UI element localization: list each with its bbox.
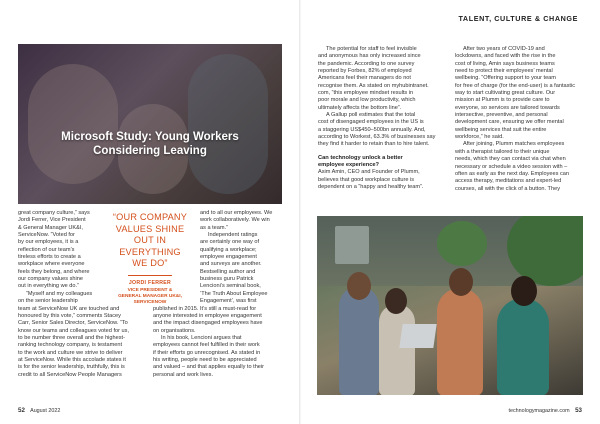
article-column-left — [18, 210, 110, 305]
text-line: and surveys are another. — [200, 261, 262, 268]
text-line: cost of disengaged employees in the US is — [318, 119, 424, 126]
text-line: reported by Forbes, 82% of employed — [318, 68, 412, 75]
article-column-left-wide — [18, 306, 148, 379]
photo-person — [437, 288, 483, 395]
text-line: ServiceNow. “Voted for — [18, 232, 75, 239]
text-line: for free of charge (for the end-user) is a fantastic — [455, 82, 576, 89]
text-line: dependent on a “happy and healthy team”. — [318, 184, 424, 191]
text-line: and to all our employees. We — [200, 210, 273, 216]
text-line: needs, which they can contact via chat when — [455, 156, 566, 163]
text-line: are certainly one way of — [200, 239, 260, 246]
issue-date: August 2022 — [30, 408, 61, 414]
quote-line: OUT IN — [133, 235, 167, 245]
quote-attribution-name: JORDI FERRER — [128, 279, 172, 286]
text-line: out in everything we do.” — [18, 283, 79, 290]
quote-line: VALUES SHINE — [115, 223, 185, 234]
text-line: Americans feel their managers do not — [318, 75, 411, 82]
page-number: 52 — [18, 407, 25, 414]
text-line: is for the senior leadership, truthfully, this is — [18, 364, 125, 371]
text-line: team at ServiceNow UK are touched and — [18, 305, 120, 312]
text-line: The potential for staff to feel invisible — [326, 46, 417, 52]
quote-line: EVERYTHING — [119, 246, 181, 257]
text-line: way to start cultivating great culture. Our — [455, 90, 556, 97]
text-line: intersective, preventive, and personal — [455, 112, 548, 119]
text-line: After two years of COVID-19 and — [463, 46, 545, 52]
photo-person-head — [347, 272, 371, 300]
text-line: if their efforts go unrecognised. As stated in — [153, 349, 261, 356]
article-column-middle — [200, 210, 288, 305]
page-number: 53 — [575, 407, 582, 414]
photo-person — [497, 298, 549, 395]
text-line: courses, all with the click of a button. They — [455, 185, 560, 192]
text-line: at ServiceNow. While this accolade states it — [18, 356, 126, 363]
photo-person-head — [385, 288, 407, 314]
text-line: mission at Plumm is to provide care to — [455, 97, 550, 104]
photo-person-head — [449, 268, 473, 296]
photo-person — [339, 286, 379, 395]
text-line: anyone interested in employee engagement — [153, 312, 262, 319]
text-line: credit to all ServiceNow People Managers — [18, 371, 122, 378]
quote-line: “OUR COMPANY — [112, 212, 188, 222]
text-line: Independent ratings — [208, 232, 258, 239]
photo-plant — [437, 221, 487, 266]
text-line: lockdowns, and faced with the rise in the — [455, 53, 556, 60]
video-title — [18, 130, 282, 158]
role-line: SERVICENOW — [133, 299, 167, 305]
text-line: business guru Patrick — [200, 276, 254, 283]
text-line: com, “this employee mindset results in — [318, 90, 414, 97]
text-line: honoured by this vote,” comments Stacey — [18, 312, 121, 319]
text-line: on organisations. — [153, 327, 196, 334]
role-line: VICE PRESIDENT & — [127, 287, 173, 293]
text-line: Jordi Ferrer, Vice President — [18, 217, 86, 224]
text-line: on the senior leadership — [18, 298, 78, 305]
text-line: personal and work lives. — [153, 371, 214, 378]
text-line: believes that good workplace culture is — [318, 176, 415, 183]
site-url: technologymagazine.com — [508, 408, 570, 414]
video-title-line: Microsoft Study: Young Workers — [61, 131, 239, 143]
text-line: and the impact disengaged employees have — [153, 320, 263, 327]
text-line: “Myself and my colleagues — [26, 290, 93, 297]
subheading: employee experience? — [318, 162, 380, 169]
team-photo — [317, 216, 583, 395]
text-line: qualifying a workplace; — [200, 246, 257, 253]
text-line: feels they belong, and where — [18, 268, 90, 275]
text-line: employees cannot feel fulfilled in their work — [153, 342, 260, 349]
photo-person-head — [511, 276, 537, 306]
role-line: GENERAL MANAGER UK&I, — [118, 293, 182, 299]
text-line: know our teams and colleagues voted for us, — [18, 327, 130, 334]
pull-quote-text — [110, 212, 190, 270]
text-line: Lencioni’s seminal book, — [200, 283, 261, 290]
text-line: great company culture,” says — [18, 210, 90, 216]
text-line: often as early as the next day. Employees can — [455, 170, 570, 177]
text-line: published in 2015. It’s still a must-read for — [153, 305, 257, 312]
footer-right — [508, 407, 582, 414]
text-line: poor morale and low productivity, which — [318, 97, 416, 104]
text-line: the pandemic. According to one survey — [318, 60, 415, 67]
video-title-line: Considering Leaving — [93, 145, 207, 157]
article-column-middle-wide — [153, 306, 289, 379]
text-line: everyone, so services are tailored towards — [455, 104, 560, 111]
quote-attribution-role — [110, 288, 190, 306]
text-line: our company values shine — [18, 276, 83, 283]
text-line: need to protect their employees’ mental — [455, 68, 553, 75]
footer-left — [18, 407, 60, 414]
text-line: recognise them. As stated on myhubintranet. — [318, 82, 429, 89]
text-line: as a team.” — [200, 224, 228, 231]
page-gutter — [299, 0, 301, 424]
text-line: ‘The Truth About Employee — [200, 290, 268, 297]
video-overlay — [18, 44, 282, 204]
text-line: necessary or schedule a video session with – — [455, 163, 568, 170]
text-line: according to Workest, 63.3% of businesses say — [318, 134, 436, 141]
text-line: and anonymous has only increased since — [318, 53, 421, 60]
text-line: development care, ensuring we offer mental — [455, 119, 564, 126]
pull-quote — [110, 212, 190, 306]
text-line: Engagement’, was first — [200, 298, 257, 305]
subheading: Can technology unlock a better — [318, 154, 403, 161]
text-line: access therapy, meditations and expert-led — [455, 178, 562, 185]
text-line: After joining, Plumm matches employees — [463, 141, 565, 148]
text-line: Asim Amin, CEO and Founder of Plumm, — [318, 169, 420, 176]
text-line: and valued – and that applies equally to their — [153, 364, 265, 371]
text-line: ultimately affects the bottom line”. — [318, 104, 402, 111]
quote-divider — [128, 275, 172, 276]
text-line: to be number three overall and the highest- — [18, 334, 125, 341]
article-column-right-b — [455, 46, 585, 193]
photo-sign — [335, 226, 369, 264]
text-line: Bestselling author and — [200, 268, 256, 275]
text-line: they find it harder to retain than to hire talent. — [318, 141, 430, 148]
photo-person — [379, 304, 415, 395]
text-line: employee engagement — [200, 254, 257, 261]
video-thumbnail[interactable] — [18, 44, 282, 204]
text-line: cost of living, Amin says business teams — [455, 60, 555, 67]
text-line: with a therapist tailored to their unique — [455, 148, 550, 155]
text-line: wellbeing services that suit the entire — [455, 126, 547, 133]
text-line: & General Manager UK&I, — [18, 224, 83, 231]
text-line: ranking technology company, is testament — [18, 342, 123, 349]
text-line: Carr, Senior Sales Director, ServiceNow. “To — [18, 320, 128, 327]
quote-line: WE DO” — [132, 258, 168, 268]
text-line: wellbeing. “Offering support to your team — [455, 75, 556, 82]
text-line: workforce,” he said. — [455, 134, 504, 141]
text-line: by our employees, it is a — [18, 239, 79, 246]
text-line: his writing, people need to be appreciated — [153, 356, 257, 363]
text-line: In his book, Lencioni argues that — [161, 334, 242, 341]
text-line: A Gallup poll estimates that the total — [326, 112, 416, 119]
text-line: to the work and culture we strive to deliver — [18, 349, 123, 356]
text-line: reflection of our team’s — [18, 246, 75, 253]
photo-laptop — [399, 324, 436, 348]
section-label: TALENT, CULTURE & CHANGE — [458, 14, 578, 23]
text-line: a staggering US$450–500bn annually. And, — [318, 126, 426, 133]
text-line: workplace where everyone — [18, 261, 85, 268]
article-column-right-a — [318, 46, 448, 191]
text-line: work collaboratively. We win — [200, 217, 270, 224]
text-line: tireless efforts to create a — [18, 254, 81, 261]
